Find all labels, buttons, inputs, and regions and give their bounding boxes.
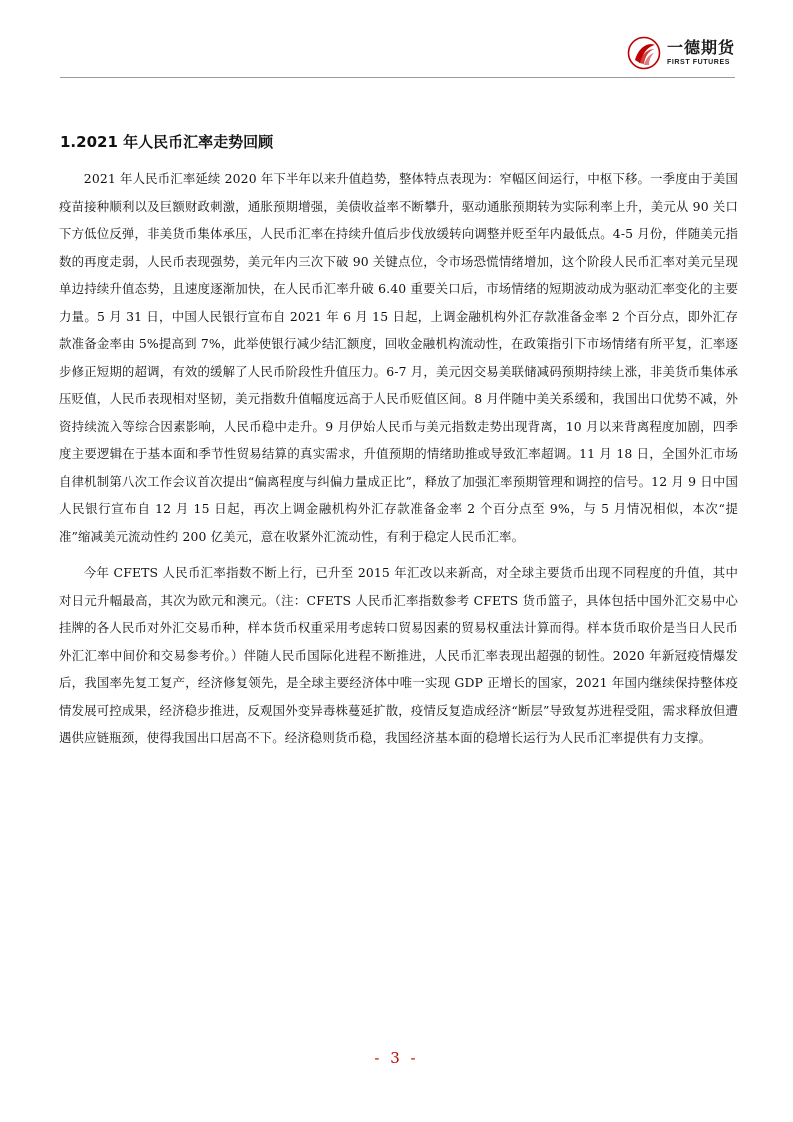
paragraph-exchange-rate-review: 2021 年人民币汇率延续 2020 年下半年以来升值趋势，整体特点表现为：窄幅区间运行，中枢下移。一季度由于美国疫苗接种顺利以及巨额财政刺激，通胀预期增强，美债收益率不断攀升，驱动通胀预期转为实际利率上升，美元从 90 关口下方低位反弹，非美货币集体承压，人民币汇率在持续升值后步伐放缓转向调整并贬至年内最低点。4-5 月份，伴随美元指数的再度走弱，人民币表现强势，美元年内三次下破 90 关键点位，令市场恐慌情绪增加，这个阶段人民币汇率对美元呈现单边持续升值态势，且速度逐渐加快，在人民币汇率升破 6.40 重要关口后，市场情绪的短期波动成为驱动汇率变化的主要力量。5 月 31 日，中国人民银行宣布自 2021 年 6 月 15 日起，上调金融机构外汇存款准备金率 2 个百分点，即外汇存款准备金率由 5%提高到 7%，此举使银行减少结汇额度，回收金融机构流动性，在政策指引下市场情绪有所平复，汇率逐步修正短期的超调，有效的缓解了人民币阶段性升值压力。6-7 月，美元因交易美联储减码预期持续上涨，非美货币集体承压贬值，人民币表现相对坚韧，美元指数升值幅度远高于人民币贬值区间。8 月伴随中美关系缓和，我国出口优势不减，外资持续流入等综合因素影响，人民币稳中走升。9 月伊始人民币与美元指数走势出现背离，10 月以来背离程度加剧，四季度主要逻辑在于基本面和季节性贸易结算的真实需求，升值预期的情绪助推或导致汇率超调。11 月 18 日，全国外汇市场自律机制第八次工作会议首次提出“偏离程度与纠偏力量成正比”，释放了加强汇率预期管理和调控的信号。12 月 9 日中国人民银行宣布自 12 月 15 日起，再次上调金融机构外汇存款准备金率 2 个百分点至 9%，与 5 月情况相似，本次“提准”缩减美元流动性约 200 亿美元，意在收紧外汇流动性，有利于稳定人民币汇率。 [59, 171, 738, 544]
header-logo [627, 36, 735, 70]
section-title: 1.2021 年人民币汇率走势回顾 [60, 133, 274, 151]
logo-english-name: FIRST FUTURES [666, 59, 731, 66]
first-futures-logo-icon [627, 36, 661, 70]
logo-chinese-name: 一德期货 [666, 38, 735, 57]
page-number: - 3 - [374, 1049, 419, 1067]
paragraph-cfets-index: 今年 CFETS 人民币汇率指数不断上行，已升至 2015 年汇改以来新高，对全球主要货币出现不同程度的升值，其中对日元升幅最高，其次为欧元和澳元。（注：CFETS 人民币汇率指数参考 CFETS 货币篮子，具体包括中国外汇交易中心挂牌的各人民币对外汇交易币种，样本货币权重采用考虑转口贸易因素的贸易权重法计算而得。样本货币取价是当日人民币外汇汇率中间价和交易参考价。）伴随人民币国际化进程不断推进，人民币汇率表现出超强的韧性。2020 年新冠疫情爆发后，我国率先复工复产，经济修复领先，是全球主要经济体中唯一实现 GDP 正增长的国家，2021 年国内继续保持整体疫情发展可控成果，经济稳步推进，反观国外变异毒株蔓延扩散，疫情反复造成经济“断层”导致复苏进程受阻，需求释放但遭遇供应链瓶颈，使得我国出口居高不下。经济稳则货币稳，我国经济基本面的稳增长运行为人民币汇率提供有力支撑。 [59, 565, 738, 745]
logo-text [667, 40, 735, 66]
body-text [59, 165, 738, 761]
header-divider [60, 77, 735, 78]
